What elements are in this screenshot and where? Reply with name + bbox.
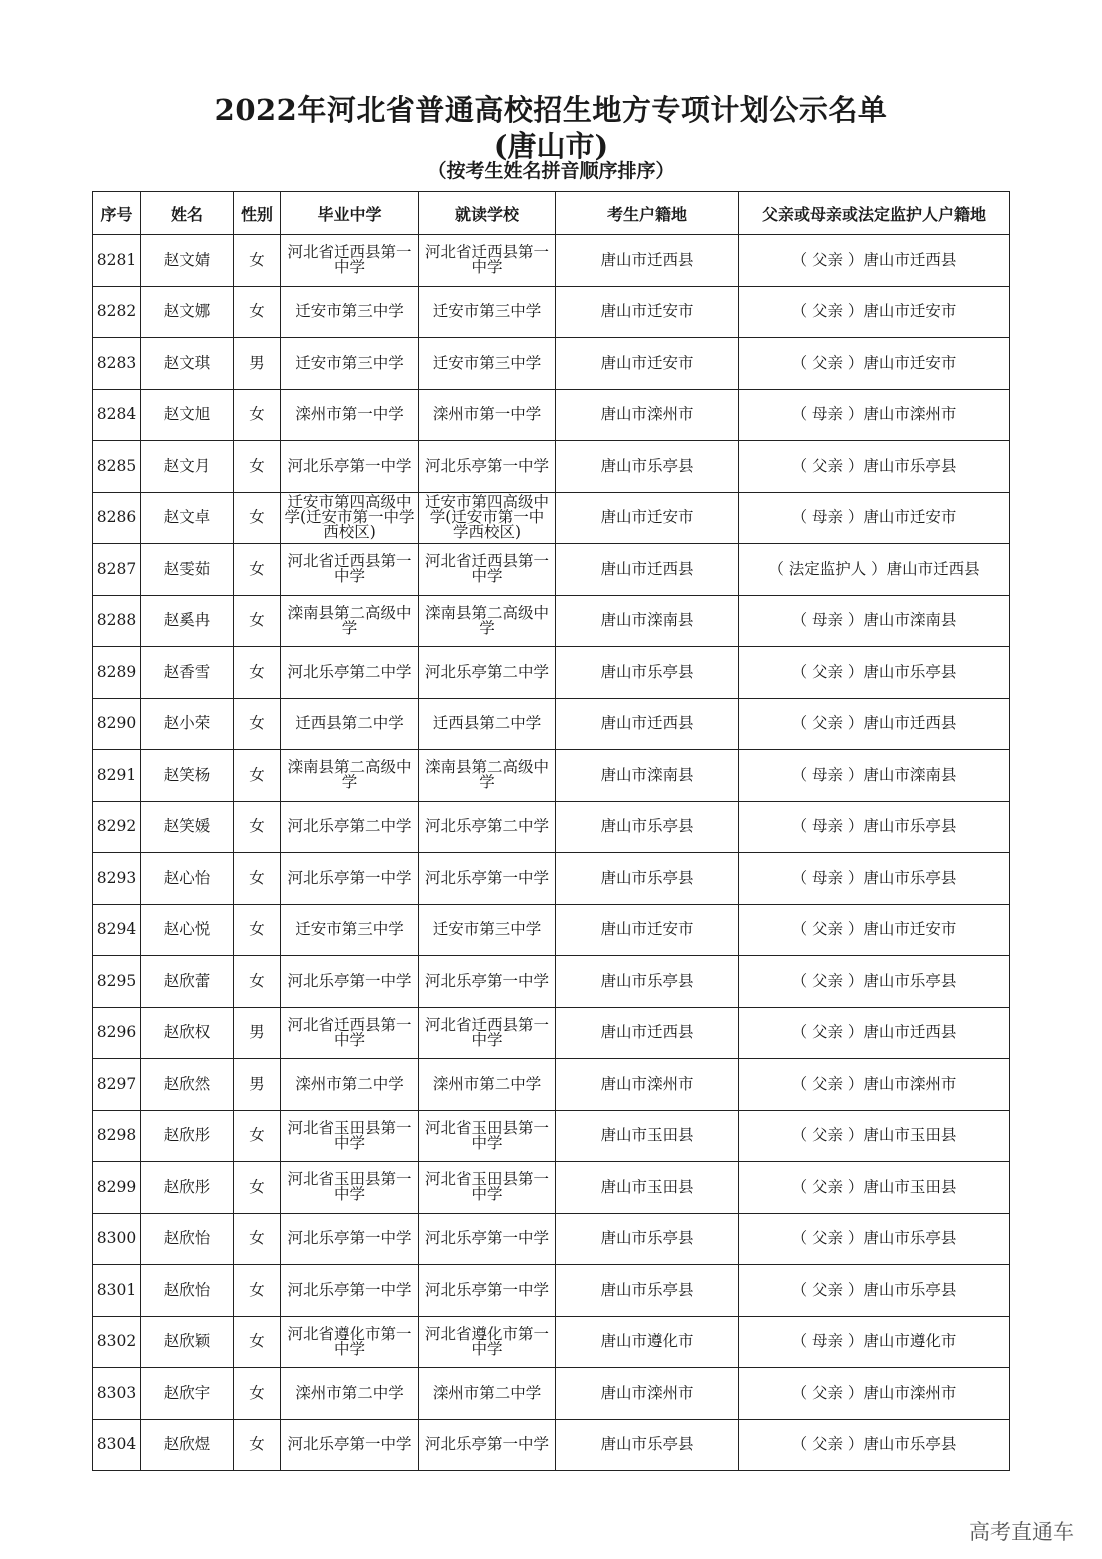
cell-no: 8286	[93, 492, 141, 544]
cell-name: 赵文琪	[141, 338, 234, 390]
table-row	[93, 956, 1010, 1008]
table-row	[93, 801, 1010, 853]
cell-gender: 女	[234, 441, 281, 493]
cell-grad-school: 河北乐亭第一中学	[281, 441, 419, 493]
cell-grad-school: 滦州市第一中学	[281, 389, 419, 441]
cell-no: 8295	[93, 956, 141, 1008]
cell-study-school: 迁西县第二中学	[419, 698, 556, 750]
cell-study-school: 河北乐亭第二中学	[419, 801, 556, 853]
cell-hukou: 唐山市迁安市	[556, 338, 739, 390]
cell-hukou: 唐山市滦州市	[556, 1368, 739, 1420]
column-header-no: 序号	[93, 192, 141, 235]
cell-name: 赵文婧	[141, 235, 234, 287]
cell-name: 赵欣彤	[141, 1162, 234, 1214]
cell-guardian-hukou: （ 父亲 ）唐山市乐亭县	[739, 441, 1010, 493]
table-row	[93, 286, 1010, 338]
cell-hukou: 唐山市滦南县	[556, 595, 739, 647]
cell-name: 赵文娜	[141, 286, 234, 338]
cell-hukou: 唐山市乐亭县	[556, 441, 739, 493]
cell-guardian-hukou: （ 父亲 ）唐山市滦州市	[739, 1059, 1010, 1111]
cell-study-school: 迁安市第三中学	[419, 338, 556, 390]
cell-study-school: 迁安市第四高级中学(迁安市第一中学西校区)	[419, 492, 556, 544]
cell-grad-school: 河北乐亭第一中学	[281, 1213, 419, 1265]
cell-no: 8283	[93, 338, 141, 390]
cell-gender: 女	[234, 544, 281, 596]
cell-guardian-hukou: （ 父亲 ）唐山市乐亭县	[739, 1265, 1010, 1317]
cell-guardian-hukou: （ 父亲 ）唐山市迁安市	[739, 286, 1010, 338]
cell-study-school: 滦南县第二高级中学	[419, 750, 556, 802]
cell-name: 赵欣彤	[141, 1110, 234, 1162]
cell-gender: 女	[234, 1162, 281, 1214]
cell-guardian-hukou: （ 父亲 ）唐山市迁安市	[739, 904, 1010, 956]
cell-hukou: 唐山市迁安市	[556, 492, 739, 544]
cell-name: 赵笑杨	[141, 750, 234, 802]
cell-grad-school: 河北乐亭第二中学	[281, 647, 419, 699]
cell-no: 8282	[93, 286, 141, 338]
page-title: 2022年河北省普通高校招生地方专项计划公示名单	[214, 93, 888, 127]
column-header-name: 姓名	[141, 192, 234, 235]
cell-gender: 女	[234, 904, 281, 956]
cell-guardian-hukou: （ 父亲 ）唐山市迁西县	[739, 1007, 1010, 1059]
table-row	[93, 1419, 1010, 1471]
cell-gender: 女	[234, 1110, 281, 1162]
cell-grad-school: 河北乐亭第二中学	[281, 801, 419, 853]
cell-gender: 女	[234, 750, 281, 802]
cell-grad-school: 迁安市第三中学	[281, 286, 419, 338]
cell-guardian-hukou: （ 母亲 ）唐山市遵化市	[739, 1316, 1010, 1368]
cell-name: 赵心怡	[141, 853, 234, 905]
cell-grad-school: 迁安市第三中学	[281, 338, 419, 390]
cell-hukou: 唐山市乐亭县	[556, 1419, 739, 1471]
cell-name: 赵香雪	[141, 647, 234, 699]
cell-gender: 男	[234, 338, 281, 390]
cell-grad-school: 河北乐亭第一中学	[281, 1265, 419, 1317]
cell-name: 赵欣怡	[141, 1265, 234, 1317]
cell-gender: 女	[234, 647, 281, 699]
cell-no: 8297	[93, 1059, 141, 1111]
cell-grad-school: 滦州市第二中学	[281, 1059, 419, 1111]
cell-gender: 女	[234, 956, 281, 1008]
cell-no: 8294	[93, 904, 141, 956]
cell-no: 8291	[93, 750, 141, 802]
table-row	[93, 853, 1010, 905]
table-row	[93, 595, 1010, 647]
cell-study-school: 滦州市第一中学	[419, 389, 556, 441]
cell-name: 赵文旭	[141, 389, 234, 441]
cell-study-school: 滦南县第二高级中学	[419, 595, 556, 647]
cell-guardian-hukou: （ 母亲 ）唐山市滦州市	[739, 389, 1010, 441]
table-body	[93, 235, 1010, 1471]
cell-study-school: 河北省迁西县第一中学	[419, 1007, 556, 1059]
cell-hukou: 唐山市迁安市	[556, 286, 739, 338]
cell-hukou: 唐山市乐亭县	[556, 801, 739, 853]
table-row	[93, 1213, 1010, 1265]
cell-gender: 女	[234, 286, 281, 338]
cell-study-school: 河北乐亭第一中学	[419, 1213, 556, 1265]
table-row	[93, 1265, 1010, 1317]
cell-name: 赵文月	[141, 441, 234, 493]
cell-hukou: 唐山市滦州市	[556, 1059, 739, 1111]
column-header-hukou: 考生户籍地	[556, 192, 739, 235]
table-row	[93, 1007, 1010, 1059]
cell-name: 赵欣宇	[141, 1368, 234, 1420]
cell-grad-school: 河北乐亭第一中学	[281, 1419, 419, 1471]
cell-grad-school: 迁西县第二中学	[281, 698, 419, 750]
cell-study-school: 滦州市第二中学	[419, 1059, 556, 1111]
cell-name: 赵笑媛	[141, 801, 234, 853]
cell-hukou: 唐山市滦南县	[556, 750, 739, 802]
cell-hukou: 唐山市玉田县	[556, 1162, 739, 1214]
cell-hukou: 唐山市乐亭县	[556, 956, 739, 1008]
cell-gender: 男	[234, 1007, 281, 1059]
cell-grad-school: 河北省迁西县第一中学	[281, 1007, 419, 1059]
cell-no: 8303	[93, 1368, 141, 1420]
cell-no: 8287	[93, 544, 141, 596]
cell-hukou: 唐山市乐亭县	[556, 1265, 739, 1317]
cell-gender: 女	[234, 1419, 281, 1471]
cell-study-school: 迁安市第三中学	[419, 904, 556, 956]
table-row	[93, 389, 1010, 441]
cell-gender: 女	[234, 698, 281, 750]
cell-hukou: 唐山市乐亭县	[556, 853, 739, 905]
cell-name: 赵欣怡	[141, 1213, 234, 1265]
cell-no: 8292	[93, 801, 141, 853]
page-subtitle-city: (唐山市)	[493, 129, 609, 163]
cell-grad-school: 河北乐亭第一中学	[281, 956, 419, 1008]
cell-hukou: 唐山市迁安市	[556, 904, 739, 956]
cell-no: 8290	[93, 698, 141, 750]
table-row	[93, 1059, 1010, 1111]
cell-gender: 男	[234, 1059, 281, 1111]
cell-study-school: 河北省遵化市第一中学	[419, 1316, 556, 1368]
cell-no: 8298	[93, 1110, 141, 1162]
cell-grad-school: 河北省迁西县第一中学	[281, 544, 419, 596]
cell-name: 赵心悦	[141, 904, 234, 956]
cell-study-school: 河北乐亭第一中学	[419, 853, 556, 905]
cell-guardian-hukou: （ 母亲 ）唐山市滦南县	[739, 595, 1010, 647]
cell-no: 8284	[93, 389, 141, 441]
cell-grad-school: 河北省玉田县第一中学	[281, 1110, 419, 1162]
table-row	[93, 441, 1010, 493]
table-row	[93, 1162, 1010, 1214]
cell-gender: 女	[234, 389, 281, 441]
cell-name: 赵奚冉	[141, 595, 234, 647]
cell-name: 赵欣煜	[141, 1419, 234, 1471]
cell-no: 8301	[93, 1265, 141, 1317]
table-row	[93, 1368, 1010, 1420]
cell-hukou: 唐山市玉田县	[556, 1110, 739, 1162]
cell-study-school: 河北省玉田县第一中学	[419, 1162, 556, 1214]
cell-no: 8296	[93, 1007, 141, 1059]
table-row	[93, 904, 1010, 956]
table-row	[93, 647, 1010, 699]
cell-name: 赵欣蕾	[141, 956, 234, 1008]
cell-gender: 女	[234, 1368, 281, 1420]
cell-guardian-hukou: （ 父亲 ）唐山市迁西县	[739, 698, 1010, 750]
cell-no: 8281	[93, 235, 141, 287]
cell-no: 8285	[93, 441, 141, 493]
cell-study-school: 河北乐亭第一中学	[419, 956, 556, 1008]
cell-no: 8299	[93, 1162, 141, 1214]
table-row	[93, 698, 1010, 750]
cell-grad-school: 河北省玉田县第一中学	[281, 1162, 419, 1214]
cell-grad-school: 滦州市第二中学	[281, 1368, 419, 1420]
cell-gender: 女	[234, 1265, 281, 1317]
column-header-grad-school: 毕业中学	[281, 192, 419, 235]
cell-study-school: 河北乐亭第二中学	[419, 647, 556, 699]
cell-guardian-hukou: （ 父亲 ）唐山市玉田县	[739, 1110, 1010, 1162]
cell-grad-school: 河北省遵化市第一中学	[281, 1316, 419, 1368]
cell-guardian-hukou: （ 父亲 ）唐山市乐亭县	[739, 1213, 1010, 1265]
cell-gender: 女	[234, 235, 281, 287]
cell-study-school: 河北乐亭第一中学	[419, 1265, 556, 1317]
cell-name: 赵小荣	[141, 698, 234, 750]
cell-grad-school: 河北乐亭第一中学	[281, 853, 419, 905]
table-row	[93, 235, 1010, 287]
table-row	[93, 750, 1010, 802]
cell-grad-school: 迁安市第三中学	[281, 904, 419, 956]
cell-hukou: 唐山市遵化市	[556, 1316, 739, 1368]
cell-hukou: 唐山市滦州市	[556, 389, 739, 441]
cell-guardian-hukou: （ 父亲 ）唐山市迁安市	[739, 338, 1010, 390]
cell-study-school: 河北省迁西县第一中学	[419, 235, 556, 287]
column-header-gender: 性别	[234, 192, 281, 235]
cell-name: 赵欣然	[141, 1059, 234, 1111]
page-subtitle-sort-note: （按考生姓名拼音顺序排序）	[427, 160, 675, 182]
cell-gender: 女	[234, 595, 281, 647]
cell-gender: 女	[234, 801, 281, 853]
cell-grad-school: 迁安市第四高级中学(迁安市第一中学西校区)	[281, 492, 419, 544]
cell-no: 8304	[93, 1419, 141, 1471]
cell-grad-school: 滦南县第二高级中学	[281, 595, 419, 647]
cell-no: 8289	[93, 647, 141, 699]
cell-guardian-hukou: （ 父亲 ）唐山市迁西县	[739, 235, 1010, 287]
cell-no: 8300	[93, 1213, 141, 1265]
cell-study-school: 河北省迁西县第一中学	[419, 544, 556, 596]
cell-guardian-hukou: （ 母亲 ）唐山市迁安市	[739, 492, 1010, 544]
column-header-study-school: 就读学校	[419, 192, 556, 235]
cell-no: 8288	[93, 595, 141, 647]
cell-gender: 女	[234, 492, 281, 544]
cell-study-school: 迁安市第三中学	[419, 286, 556, 338]
cell-guardian-hukou: （ 母亲 ）唐山市乐亭县	[739, 853, 1010, 905]
cell-guardian-hukou: （ 母亲 ）唐山市滦南县	[739, 750, 1010, 802]
watermark-text: 高考直通车	[969, 1520, 1074, 1544]
cell-hukou: 唐山市乐亭县	[556, 1213, 739, 1265]
cell-study-school: 河北乐亭第一中学	[419, 1419, 556, 1471]
cell-no: 8293	[93, 853, 141, 905]
cell-name: 赵雯茹	[141, 544, 234, 596]
cell-guardian-hukou: （ 父亲 ）唐山市乐亭县	[739, 956, 1010, 1008]
cell-hukou: 唐山市乐亭县	[556, 647, 739, 699]
cell-study-school: 河北乐亭第一中学	[419, 441, 556, 493]
cell-hukou: 唐山市迁西县	[556, 698, 739, 750]
table-row	[93, 1316, 1010, 1368]
cell-no: 8302	[93, 1316, 141, 1368]
cell-gender: 女	[234, 1316, 281, 1368]
table-header-row	[93, 192, 1010, 235]
roster-table	[92, 191, 1010, 1471]
cell-name: 赵欣颖	[141, 1316, 234, 1368]
table-row	[93, 338, 1010, 390]
cell-grad-school: 河北省迁西县第一中学	[281, 235, 419, 287]
cell-gender: 女	[234, 1213, 281, 1265]
cell-grad-school: 滦南县第二高级中学	[281, 750, 419, 802]
cell-gender: 女	[234, 853, 281, 905]
cell-guardian-hukou: （ 父亲 ）唐山市乐亭县	[739, 1419, 1010, 1471]
cell-guardian-hukou: （ 父亲 ）唐山市滦州市	[739, 1368, 1010, 1420]
cell-guardian-hukou: （ 法定监护人 ）唐山市迁西县	[739, 544, 1010, 596]
table-row	[93, 492, 1010, 544]
cell-guardian-hukou: （ 父亲 ）唐山市玉田县	[739, 1162, 1010, 1214]
table-row	[93, 1110, 1010, 1162]
cell-guardian-hukou: （ 父亲 ）唐山市乐亭县	[739, 647, 1010, 699]
cell-study-school: 河北省玉田县第一中学	[419, 1110, 556, 1162]
cell-study-school: 滦州市第二中学	[419, 1368, 556, 1420]
table-row	[93, 544, 1010, 596]
cell-name: 赵文卓	[141, 492, 234, 544]
column-header-guardian-hukou: 父亲或母亲或法定监护人户籍地	[739, 192, 1010, 235]
cell-hukou: 唐山市迁西县	[556, 235, 739, 287]
cell-guardian-hukou: （ 母亲 ）唐山市乐亭县	[739, 801, 1010, 853]
cell-name: 赵欣权	[141, 1007, 234, 1059]
cell-hukou: 唐山市迁西县	[556, 544, 739, 596]
cell-hukou: 唐山市迁西县	[556, 1007, 739, 1059]
